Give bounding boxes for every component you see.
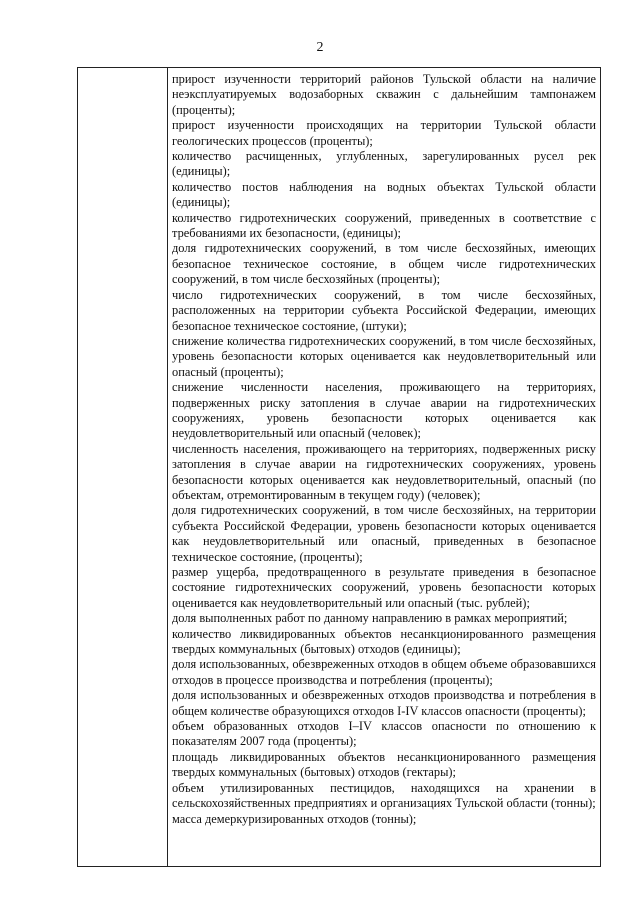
- list-item: масса демеркуризированных отходов (тонны);: [172, 811, 417, 826]
- page-number: 2: [316, 40, 324, 55]
- list-item: снижение количества гидротехнических сооружений, в том числе бесхозяйных, уровень безопасности которых оценивается как неудовлетворительный или опасный (проценты);: [172, 333, 596, 379]
- list-item: объем утилизированных пестицидов, находящихся на хранении в сельскохозяйственных предприятиях и организациях Тульской области (тонны);: [172, 780, 596, 811]
- list-item: доля использованных, обезвреженных отходов в общем объеме образовавшихся отходов в процессе производства и потребления (проценты);: [172, 657, 596, 687]
- list-item: площадь ликвидированных объектов несанкционированного размещения твердых коммунальных (бытовых) отходов (гектары);: [172, 749, 596, 780]
- indicators-table: [77, 67, 601, 867]
- list-item: прирост изученности территорий районов Тульской области на наличие неэксплуатируемых водозаборных скважин с дальнейшим тампонажем (проценты);: [172, 72, 596, 117]
- list-item: численность населения, проживающего на территориях, подверженных риску затопления в случае аварии на гидротехнических сооружениях, уровень безопасности которых оценивается как неудовлетворительный, опасный (по объектам, отремонтированным в текущем году) (человек);: [172, 441, 596, 502]
- list-item: доля выполненных работ по данному направлению в рамках мероприятий;: [172, 611, 568, 626]
- list-item: количество постов наблюдения на водных объектах Тульской области (единицы);: [172, 179, 596, 210]
- list-item: доля использованных и обезвреженных отходов производства и потребления в общем количестве образующихся отходов I-IV классов опасности (проценты);: [172, 688, 596, 718]
- list-item: доля гидротехнических сооружений, в том числе бесхозяйных, имеющих безопасное техническое состояние, в общем числе гидротехнических сооружений, в том числе бесхозяйных (проценты);: [172, 241, 596, 287]
- list-item: прирост изученности происходящих на территории Тульской области геологических процессов (проценты);: [172, 118, 596, 148]
- list-item: размер ущерба, предотвращенного в результате приведения в безопасное состояние гидротехнических сооружений, уровень безопасности которых оценивается как неудовлетворительный или опасный (тыс. рублей);: [172, 565, 596, 610]
- table-right-column: [168, 68, 600, 866]
- list-item: доля гидротехнических сооружений, в том числе бесхозяйных, на территории субъекта Российской Федерации, уровень безопасности которых оценивается как неудовлетворительный или опасный, приведенных в безопасное техническое состояние, (проценты);: [172, 503, 596, 564]
- list-item: снижение численности населения, проживающего на территориях, подверженных риску затопления в случае аварии на гидротехнических сооружениях, уровень безопасности которых оценивается как неудовлетворительный или опасный (человек);: [172, 380, 596, 441]
- table-left-column: [78, 68, 168, 866]
- list-item: количество гидротехнических сооружений, приведенных в соответствие с требованиями их безопасности, (единицы);: [172, 210, 596, 241]
- list-item: количество расчищенных, углубленных, зарегулированных русел рек (единицы);: [172, 149, 596, 179]
- list-item: количество ликвидированных объектов несанкционированного размещения твердых коммунальных (бытовых) отходов (единицы);: [172, 626, 596, 657]
- list-item: число гидротехнических сооружений, в том числе бесхозяйных, расположенных на территории субъекта Российской Федерации, имеющих безопасное техническое состояние, (штуки);: [172, 287, 596, 333]
- list-item: объем образованных отходов I–IV классов опасности по отношению к показателям 2007 года (проценты);: [172, 719, 596, 749]
